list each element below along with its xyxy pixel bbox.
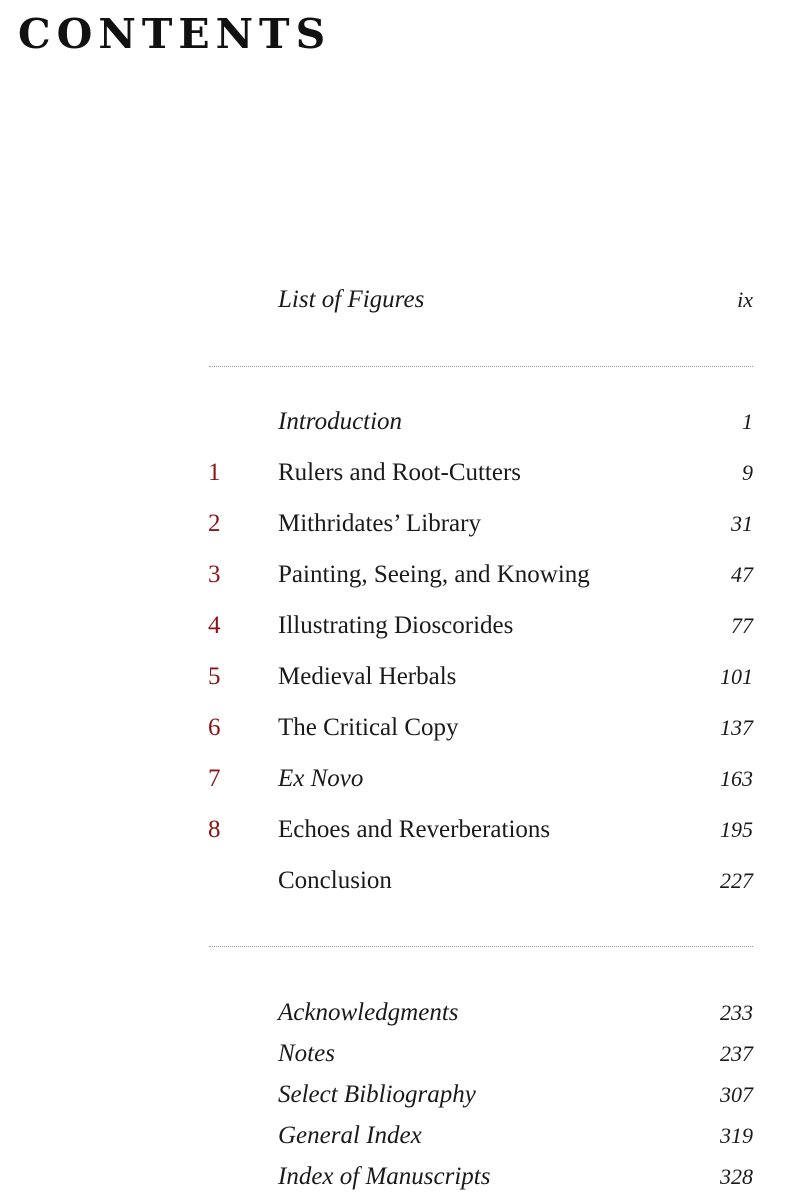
- dotted-divider: [209, 366, 753, 367]
- toc-entry-title: Illustrating Dioscorides: [278, 612, 514, 639]
- toc-entry-page: 1: [742, 409, 753, 434]
- toc-entry-page: 227: [720, 868, 753, 893]
- toc-entry-title: Introduction: [278, 408, 403, 435]
- chapter-number: 2: [208, 510, 221, 537]
- toc-entry-list-of-figures[interactable]: [200, 282, 753, 318]
- toc-entry-general-index[interactable]: [200, 1118, 753, 1154]
- toc-entry-acknowledgments[interactable]: [200, 995, 753, 1031]
- chapter-number: 5: [208, 663, 221, 690]
- toc-entry-title: The Critical Copy: [278, 714, 459, 741]
- contents-heading: CONTENTS: [18, 10, 332, 58]
- toc-entry-select-bibliography[interactable]: [200, 1077, 753, 1113]
- toc-entry-page: 137: [720, 715, 753, 740]
- toc-entry-title: Acknowledgments: [278, 999, 459, 1026]
- toc-entry-page: 31: [731, 511, 753, 536]
- toc-entry-title: Rulers and Root-Cutters: [278, 459, 522, 486]
- chapter-number: 8: [208, 816, 221, 843]
- toc-entry-title: Conclusion: [278, 867, 392, 894]
- chapter-number: 7: [208, 765, 221, 792]
- toc-entry-chapter-6[interactable]: [200, 710, 753, 746]
- toc-entry-title: List of Figures: [278, 286, 425, 313]
- toc-entry-page: 77: [731, 613, 753, 638]
- toc-entry-chapter-3[interactable]: [200, 557, 753, 593]
- toc-entry-title: Echoes and Reverberations: [278, 816, 551, 843]
- toc-entry-introduction[interactable]: [200, 404, 753, 440]
- toc-entry-page: 163: [720, 766, 753, 791]
- chapter-number: 3: [208, 561, 221, 588]
- toc-entry-page: 233: [720, 1000, 753, 1025]
- toc-entry-chapter-5[interactable]: [200, 659, 753, 695]
- toc-entry-chapter-2[interactable]: [200, 506, 753, 542]
- toc-entry-title: Select Bibliography: [278, 1081, 476, 1108]
- toc-entry-title: Mithridates’ Library: [278, 510, 481, 537]
- toc-entry-notes[interactable]: [200, 1036, 753, 1072]
- toc-entry-chapter-1[interactable]: [200, 455, 753, 491]
- toc-entry-page: 319: [720, 1123, 753, 1148]
- toc-entry-page: 195: [720, 817, 753, 842]
- toc-entry-chapter-8[interactable]: [200, 812, 753, 848]
- toc-entry-chapter-7[interactable]: [200, 761, 753, 797]
- dotted-divider: [209, 946, 753, 947]
- toc-entry-title: General Index: [278, 1122, 422, 1149]
- chapter-number: 1: [208, 459, 221, 486]
- toc-entry-conclusion[interactable]: [200, 863, 753, 899]
- chapter-number: 4: [208, 612, 221, 639]
- toc-entry-chapter-4[interactable]: [200, 608, 753, 644]
- toc-entry-page: 237: [720, 1041, 753, 1066]
- toc-entry-page: 307: [720, 1082, 753, 1107]
- chapter-number: 6: [208, 714, 221, 741]
- toc-entry-title: Medieval Herbals: [278, 663, 457, 690]
- toc-entry-page: 328: [720, 1164, 753, 1189]
- toc-entry-index-of-manuscripts[interactable]: [200, 1159, 753, 1195]
- toc-entry-page: 101: [720, 664, 753, 689]
- toc-entry-page: 9: [742, 460, 753, 485]
- toc-entry-title: Ex Novo: [278, 765, 364, 792]
- toc-entry-page: ix: [737, 287, 753, 312]
- toc-entry-page: 47: [731, 562, 753, 587]
- toc-entry-title: Painting, Seeing, and Knowing: [278, 561, 590, 588]
- toc-entry-title: Notes: [278, 1040, 335, 1067]
- toc-entry-title: Index of Manuscripts: [278, 1163, 491, 1190]
